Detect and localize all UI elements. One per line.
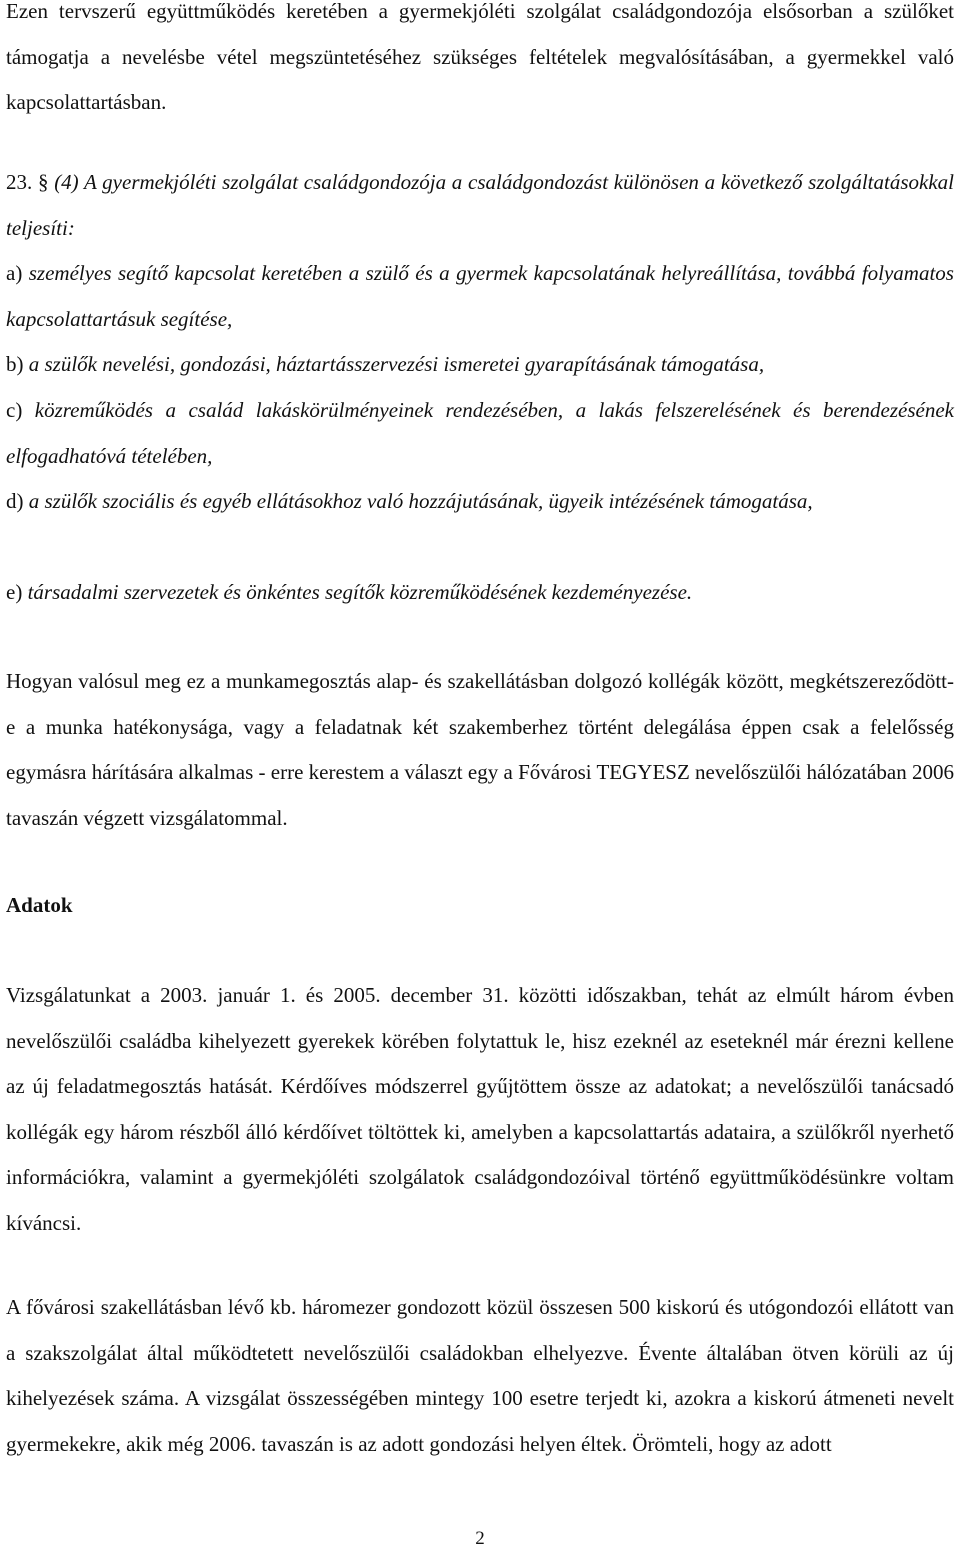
item-text: személyes segítő kapcsolat keretében a szülő és a gyermek kapcsolatának helyreállítása, továbbá folyamatos kapcsolattartásuk segítése, — [6, 261, 954, 331]
intro-paragraph: Ezen tervszerű együttműködés keretében a gyermekjóléti szolgálat családgondozója elsősorban a szülőket támogatja a nevelésbe vétel megszüntetéséhez szükséges feltételek megvalósításában, a gyermekkel való kapcsolattartásban. — [6, 0, 954, 114]
data-paragraph: Vizsgálatunkat a 2003. január 1. és 2005. december 31. közötti időszakban, tehát az elmúlt három évben nevelőszülői családba kihelyezett gyerekek körében folytattuk le, hisz ezeknél az eseteknél már érezni kellene az új feladatmegosztás hatását. Kérdőíves módszerrel gyűjtöttem össze az adatokat; a nevelőszülői tanácsadó kollégák egy három részből álló kérdőívet töltöttek ki, amelyben a kapcsolattartás adataira, a szülőkről nyerhető információkra, valamint a gyermekjóléti szolgálatok családgondozóival történő együttműködésünkre voltam kíváncsi. — [6, 983, 954, 1235]
item-text: a szülők szociális és egyéb ellátásokhoz való hozzájutásának, ügyeik intézésének támogatása, — [28, 489, 813, 513]
law-number: 23. — [6, 170, 38, 194]
sample-paragraph: A fővárosi szakellátásban lévő kb. háromezer gondozott közül összesen 500 kiskorú és utógondozói ellátott van a szakszolgálat által működtetett nevelőszülői családokban elhelyezve. Évente általában ötven körüli az új kihelyezések száma. A vizsgálat összességében mintegy 100 esetre terjedt ki, azokra a kiskorú átmeneti nevelt gyermekekre, akik még 2006. tavaszán is az adott gondozási helyen éltek. Örömteli, hogy az adott — [6, 1295, 954, 1456]
section-sign: § — [37, 170, 55, 194]
law-item-c — [6, 388, 954, 479]
item-letter: c) — [6, 398, 35, 422]
item-letter: b) — [6, 352, 29, 376]
law-item-a — [6, 251, 954, 342]
item-letter: d) — [6, 489, 29, 513]
item-letter: a) — [6, 261, 29, 285]
item-letter: e) — [6, 580, 28, 604]
law-lead: (4) A gyermekjóléti szolgálat családgondozója a családgondozást különösen a következő szolgáltatásokkal teljesíti: — [6, 170, 954, 240]
law-item-d — [6, 479, 954, 525]
page-number: 2 — [475, 1528, 485, 1549]
law-item-e — [6, 570, 954, 616]
law-item-b — [6, 342, 954, 388]
law-paragraph — [6, 160, 954, 251]
item-text: közreműködés a család lakáskörülményeinek rendezésében, a lakás felszerelésének és berendezésének elfogadhatóvá tételében, — [6, 398, 954, 468]
section-heading: Adatok — [6, 893, 73, 917]
question-paragraph: Hogyan valósul meg ez a munkamegosztás alap- és szakellátásban dolgozó kollégák között, megkétszereződött-e a munka hatékonysága, vagy a feladatnak két szakemberhez történt delegálása éppen csak a felelősség egymásra hárítására alkalmas - erre kerestem a választ egy a Fővárosi TEGYESZ nevelőszülői hálózatában 2006 tavaszán végzett vizsgálatommal. — [6, 669, 954, 830]
item-text: a szülők nevelési, gondozási, háztartásszervezési ismeretei gyarapításának támogatása, — [28, 352, 765, 376]
item-text: társadalmi szervezetek és önkéntes segítők közreműködésének kezdeményezése. — [27, 580, 693, 604]
